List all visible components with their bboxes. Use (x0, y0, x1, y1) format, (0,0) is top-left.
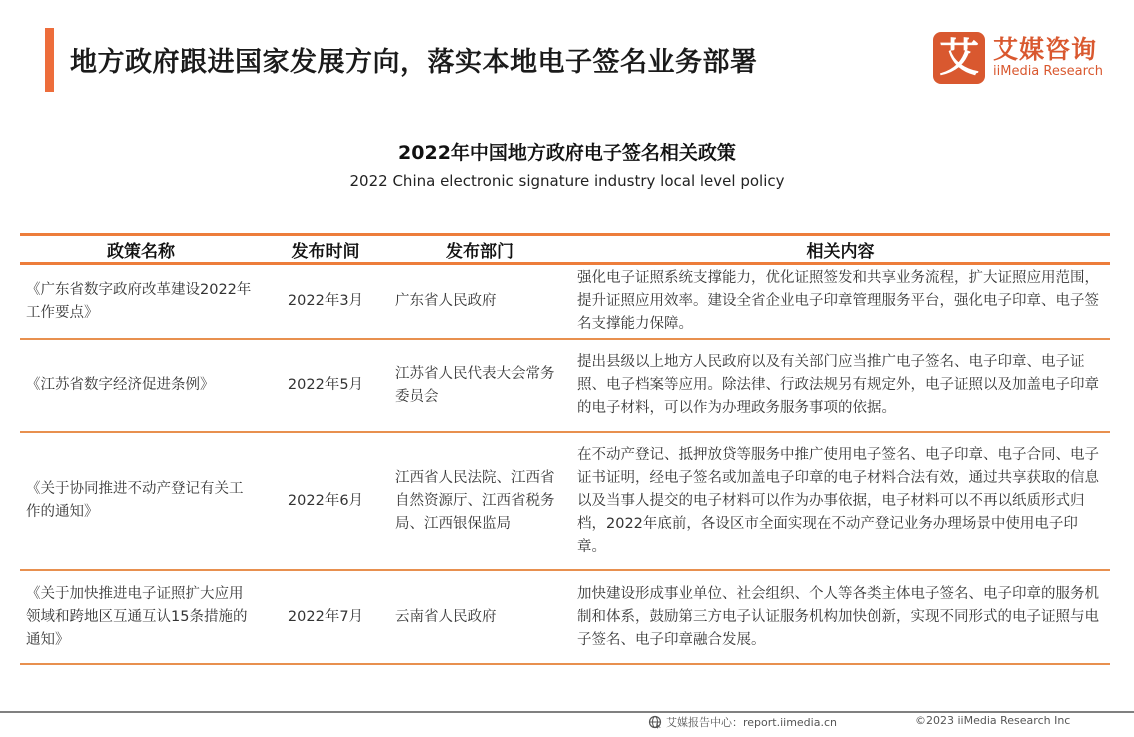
table-title-cn: 2022年中国地方政府电子签名相关政策 (398, 142, 736, 164)
column-header-dept: 发布部门 (389, 235, 571, 264)
column-header-content: 相关内容 (571, 235, 1110, 264)
iimedia-logo (933, 30, 1113, 86)
footer-copyright: ©2023 iiMedia Research Inc (915, 714, 1071, 727)
policy-name: 《广东省数字政府改革建设2022年工作要点》 (20, 264, 262, 340)
policy-name: 《江苏省数字经济促进条例》 (20, 339, 262, 432)
logo-name-en: iiMedia Research (993, 64, 1104, 79)
footer-source (648, 714, 837, 730)
policy-date: 2022年6月 (262, 432, 389, 570)
policy-date: 2022年3月 (262, 264, 389, 340)
policy-name: 《关于协同推进不动产登记有关工作的通知》 (20, 432, 262, 570)
title-accent-bar (45, 28, 54, 92)
policy-content: 在不动产登记、抵押放贷等服务中推广使用电子签名、电子印章、电子合同、电子证书证明，经电子签名或加盖电子印章的电子材料合法有效，通过共享获取的信息以及当事人提交的电子材料可以作为办事依据，电子材料可以不再以纸质形式归档，2022年底前，各设区市全面实现在不动产登记业务办理场景中使用电子印章。 (571, 432, 1110, 570)
footer-source-text: 艾媒报告中心：report.iimedia.cn (666, 716, 837, 729)
policy-dept: 云南省人民政府 (389, 570, 571, 664)
column-header-date: 发布时间 (262, 235, 389, 264)
logo-name-cn: 艾媒咨询 (993, 35, 1098, 64)
policy-content: 加快建设形成事业单位、社会组织、个人等各类主体电子签名、电子印章的服务机制和体系，鼓励第三方电子认证服务机构加快创新，实现不同形式的电子证照与电子签名、电子印章融合发展。 (571, 570, 1110, 664)
policy-table (20, 233, 1110, 665)
logo-mark-icon: 艾 (933, 32, 985, 84)
policy-date: 2022年5月 (262, 339, 389, 432)
policy-content: 强化电子证照系统支撑能力，优化证照签发和共享业务流程，扩大证照应用范围，提升证照应用效率。建设全省企业电子印章管理服务平台，强化电子印章、电子签名支撑能力保障。 (571, 264, 1110, 340)
policy-name: 《关于加快推进电子证照扩大应用领域和跨地区互通互认15条措施的通知》 (20, 570, 262, 664)
policy-date: 2022年7月 (262, 570, 389, 664)
policy-dept: 江西省人民法院、江西省自然资源厅、江西省税务局、江西银保监局 (389, 432, 571, 570)
policy-content: 提出县级以上地方人民政府以及有关部门应当推广电子签名、电子印章、电子证照、电子档案等应用。除法律、行政法规另有规定外，电子证照以及加盖电子印章的电子材料，可以作为办理政务服务事项的依据。 (571, 339, 1110, 432)
column-header-name: 政策名称 (20, 235, 262, 264)
page-title: 地方政府跟进国家发展方向，落实本地电子签名业务部署 (70, 47, 758, 78)
table-row (20, 432, 1110, 570)
table-row (20, 339, 1110, 432)
table-title-en: 2022 China electronic signature industry local level policy (349, 172, 785, 190)
table-header-row (20, 235, 1110, 264)
footer-divider (0, 711, 1134, 713)
globe-cursor-icon (648, 715, 662, 729)
policy-dept: 广东省人民政府 (389, 264, 571, 340)
table-row (20, 570, 1110, 664)
table-row (20, 264, 1110, 340)
policy-dept: 江苏省人民代表大会常务委员会 (389, 339, 571, 432)
